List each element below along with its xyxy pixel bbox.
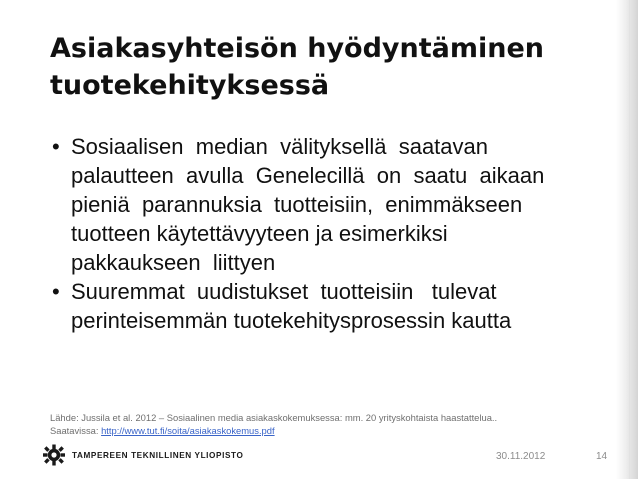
bullet-marker: •	[52, 134, 60, 159]
source-citation	[50, 411, 610, 437]
source-link[interactable]: http://www.tut.fi/soita/asiakaskokemus.pdf	[101, 425, 275, 436]
bullet-item-2	[52, 277, 622, 335]
bullet-list	[52, 132, 622, 335]
page-number: 14	[596, 451, 608, 462]
bullet-1-line-2: palautteen avulla Genelecillä on saatu aikaan	[71, 163, 545, 188]
title-line-2: tuotekehityksessä	[50, 70, 330, 101]
bullet-item-1	[52, 132, 622, 277]
source-line-2	[50, 424, 610, 437]
source-prefix: Saatavissa:	[50, 425, 102, 436]
footer-date: 30.11.2012	[496, 451, 546, 462]
bullet-1-line-4: tuotteen käytettävyyteen ja esimerkiksi	[71, 221, 448, 246]
bullet-2-line-2: perinteisemmän tuotekehitysprosessin kautta	[71, 308, 512, 333]
bullet-2-line-1: Suuremmat uudistukset tuotteisiin tulevat	[71, 279, 497, 304]
bullet-1-line-5: pakkaukseen liittyen	[71, 250, 276, 275]
bullet-marker: •	[52, 279, 60, 304]
university-logo	[42, 444, 243, 466]
edge-divider-line	[629, 0, 630, 479]
source-line-1: Lähde: Jussila et al. 2012 – Sosiaalinen media asiakaskokemuksessa: mm. 20 yrityskohtaista haastattelua..	[50, 412, 498, 423]
logo-text: TAMPEREEN TEKNILLINEN YLIOPISTO	[72, 450, 244, 460]
title-line-1: Asiakasyhteisön hyödyntäminen	[50, 33, 545, 64]
bullet-1-line-1: Sosiaalisen median välityksellä saatavan	[71, 134, 489, 159]
bullet-1-line-3: pieniä parannuksia tuotteisiin, enimmäkseen	[71, 192, 523, 217]
slide-title	[50, 30, 620, 104]
gear-icon	[42, 444, 66, 466]
